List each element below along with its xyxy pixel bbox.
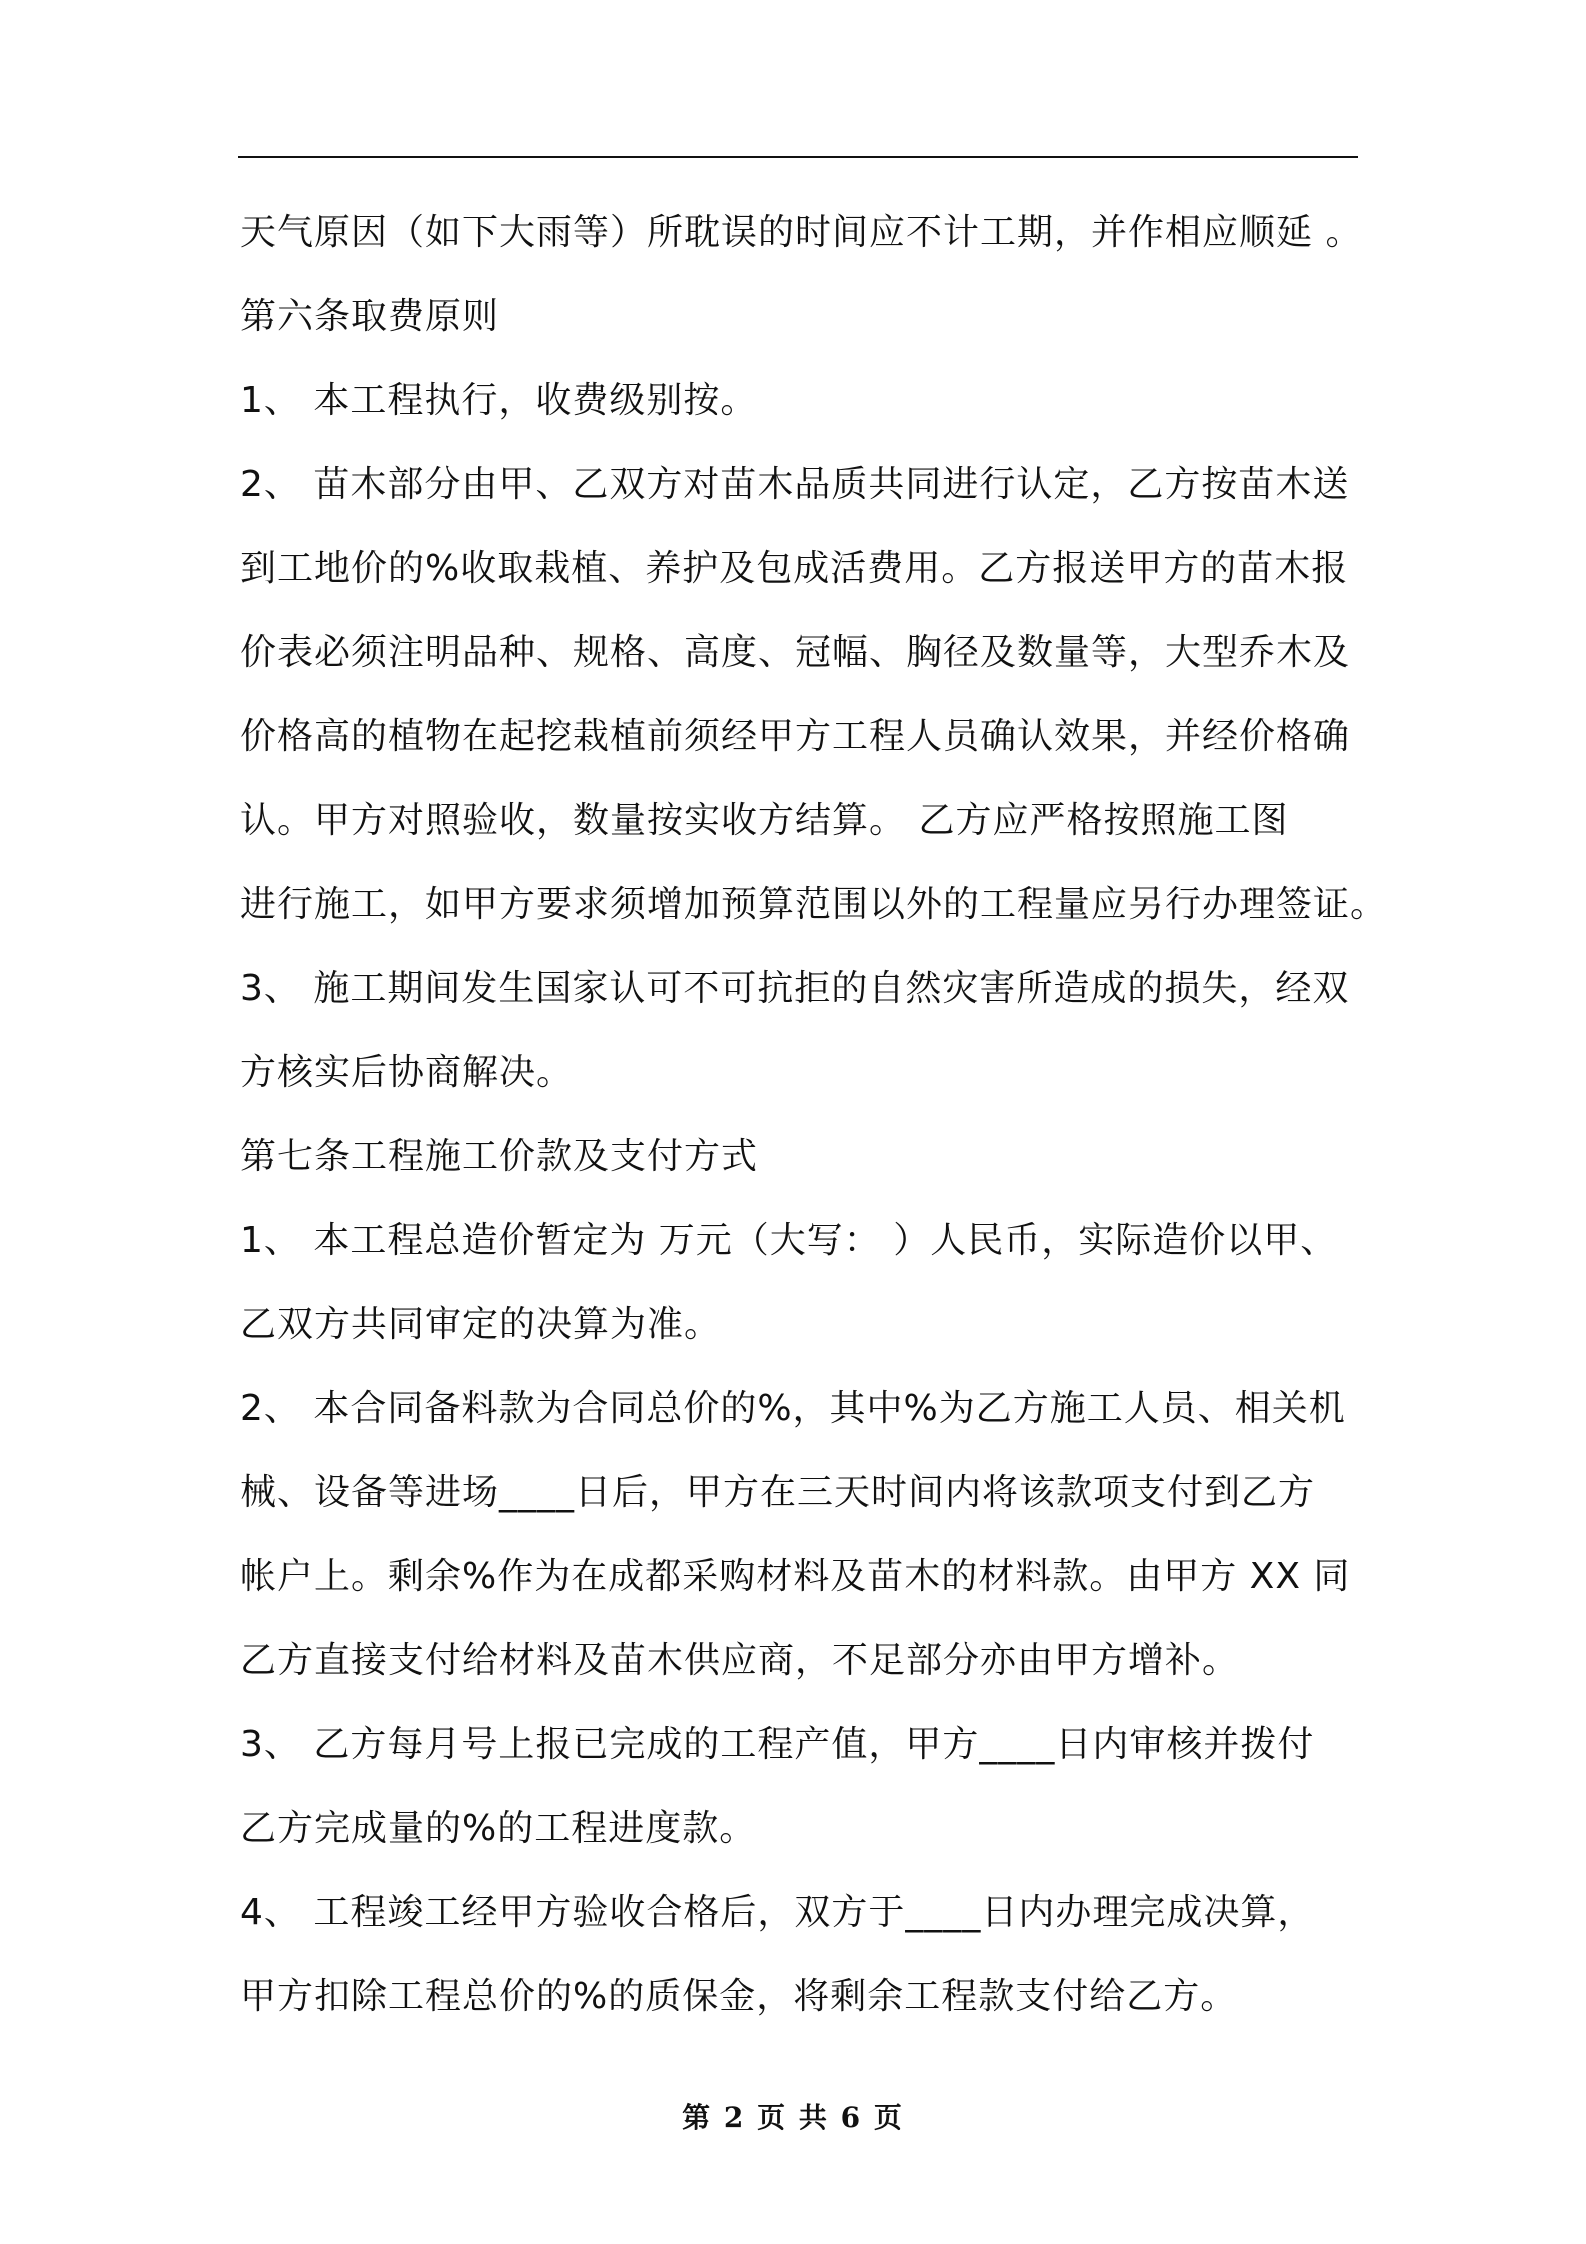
text-line: 进行施工，如甲方要求须增加预算范围以外的工程量应另行办理签证。 (240, 884, 1388, 925)
text-line: 到工地价的%收取栽植、养护及包成活费用。乙方报送甲方的苗木报 (240, 548, 1349, 589)
text-line: 价格高的植物在起挖栽植前须经甲方工程人员确认效果，并经价格确 (240, 716, 1351, 757)
text-line: 乙方直接支付给材料及苗木供应商，不足部分亦由甲方增补。 (240, 1640, 1240, 1681)
text-line: 方核实后协商解决。 (240, 1052, 574, 1093)
document-body (240, 196, 1388, 2044)
text-line: 1、 本工程总造价暂定为 万元（大写： ）人民币，实际造价以甲、 (240, 1220, 1338, 1261)
text-line: 乙方完成量的%的工程进度款。 (240, 1808, 757, 1849)
text-line: 4、 工程竣工经甲方验收合格后，双方于____日内办理完成决算， (240, 1892, 1315, 1933)
text-line: 3、 乙方每月号上报已完成的工程产值，甲方____日内审核并拨付 (240, 1724, 1315, 1765)
text-line: 天气原因（如下大雨等）所耽误的时间应不计工期，并作相应顺延 。 (240, 212, 1363, 253)
text-line: 价表必须注明品种、规格、高度、冠幅、胸径及数量等，大型乔木及 (240, 632, 1351, 673)
text-line: 2、 本合同备料款为合同总价的%，其中%为乙方施工人员、相关机 (240, 1388, 1346, 1429)
page-number: 第 2 页 共 6 页 (682, 2101, 904, 2134)
section-heading: 第七条工程施工价款及支付方式 (240, 1136, 759, 1177)
text-line: 认。甲方对照验收，数量按实收方结算。 乙方应严格按照施工图 (240, 800, 1289, 841)
text-line: 械、设备等进场____日后，甲方在三天时间内将该款项支付到乙方 (240, 1472, 1316, 1513)
text-line: 1、 本工程执行，收费级别按。 (240, 380, 758, 421)
text-line: 2、 苗木部分由甲、乙双方对苗木品质共同进行认定，乙方按苗木送 (240, 464, 1350, 505)
header-rule (238, 156, 1358, 158)
text-line: 帐户上。剩余%作为在成都采购材料及苗木的材料款。由甲方 XX 同 (240, 1556, 1351, 1597)
section-heading: 第六条取费原则 (240, 296, 500, 337)
text-line: 3、 施工期间发生国家认可不可抗拒的自然灾害所造成的损失，经双 (240, 968, 1350, 1009)
text-line: 甲方扣除工程总价的%的质保金，将剩余工程款支付给乙方。 (240, 1976, 1238, 2017)
text-line: 乙双方共同审定的决算为准。 (240, 1304, 722, 1345)
